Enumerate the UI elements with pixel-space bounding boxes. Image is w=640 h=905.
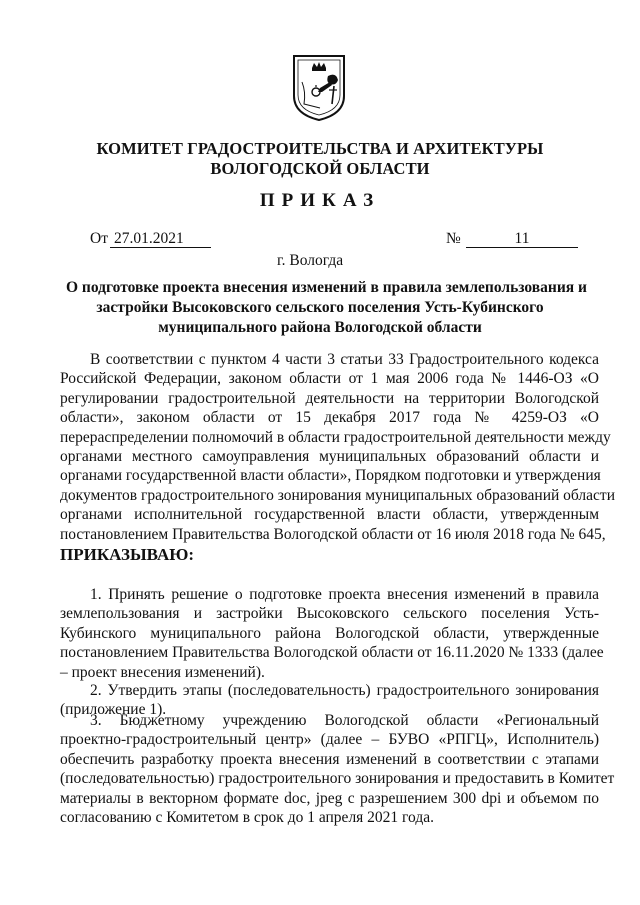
date-value: 27.01.2021 — [110, 231, 211, 248]
item-line: (приложение 1). — [60, 701, 167, 719]
preamble-line: области», законом области от 15 декабря 2017 года № 4259-ОЗ «О — [60, 409, 599, 427]
item-line: 2. Утвердить этапы (последовательность) градостроительного зонирования — [90, 682, 599, 699]
preamble-line: Российской Федерации, законом области от 1 мая 2006 года № 1446-ОЗ «О — [60, 370, 599, 388]
item-line: проектно-градостроительный центр» (далее – БУВО «РПГЦ», Исполнитель) — [60, 731, 599, 749]
preamble-line: постановлением Правительства Вологодской области от 16 июля 2018 года № 645, — [60, 525, 606, 543]
item-line: землепользования и застройки Высоковского сельского поселения Усть- — [60, 605, 599, 623]
item-line: согласованию с Комитетом в срок до 1 апреля 2021 года. — [60, 809, 434, 827]
number-value: 11 — [466, 231, 578, 248]
preamble-line: органами местного самоуправления муниципальных образований области и — [60, 448, 599, 466]
item-3 — [60, 711, 615, 827]
number-label: № — [446, 230, 461, 247]
preamble-line: органами государственной власти области», Порядком подготовки и утверждения — [60, 467, 601, 485]
organization-name-line2: ВОЛОГОДСКОЙ ОБЛАСТИ — [210, 159, 430, 178]
order-word: ПРИКАЗЫВАЮ: — [60, 545, 195, 564]
item-line: материалы в векторном формате doc, jpeg с разрешением 300 dpi и объемом по — [60, 789, 599, 807]
title-line: О подготовке проекта внесения изменений в правила землепользования и — [66, 279, 587, 296]
preamble-paragraph — [60, 350, 615, 544]
preamble-line: документов градостроительного зонирования муниципальных образований области — [60, 486, 615, 504]
document-type: ПРИКАЗ — [259, 190, 381, 211]
item-line: 1. Принять решение о подготовке проекта внесения изменений в правила — [90, 586, 599, 603]
document-title — [66, 278, 587, 338]
preamble-line: В соответствии с пунктом 4 части 3 статьи 33 Градостроительного кодекса — [90, 351, 599, 368]
city: г. Вологда — [277, 252, 344, 269]
preamble-line: перераспределении полномочий в области градостроительной деятельности между — [60, 428, 611, 446]
item-line: обеспечить разработку проекта внесения изменений в соответствии с этапами — [60, 750, 599, 768]
item-line: Кубинского муниципального района Вологодской области, утвержденные — [60, 624, 599, 642]
item-line: 3. Бюджетному учреждению Вологодской области «Региональный — [90, 712, 599, 729]
date-label: От — [90, 230, 108, 247]
organization-name-line1: КОМИТЕТ ГРАДОСТРОИТЕЛЬСТВА И АРХИТЕКТУРЫ — [96, 139, 544, 158]
item-line: постановлением Правительства Вологодской области от 16.11.2020 № 1333 (далее — [60, 644, 604, 662]
coat-of-arms-emblem — [292, 52, 346, 122]
item-1 — [60, 585, 604, 682]
title-line: застройки Высоковского сельского поселения Усть-Кубинского — [96, 299, 544, 316]
preamble-line: органами исполнительной государственной власти области, утвержденным — [60, 506, 599, 524]
title-line: муниципального района Вологодской области — [158, 319, 482, 336]
item-line: (последовательностью) градостроительного зонирования и предоставить в Комитет — [60, 770, 615, 788]
item-line: – проект внесения изменений). — [60, 663, 265, 681]
preamble-line: регулировании градостроительной деятельности на территории Вологодской — [60, 389, 599, 407]
